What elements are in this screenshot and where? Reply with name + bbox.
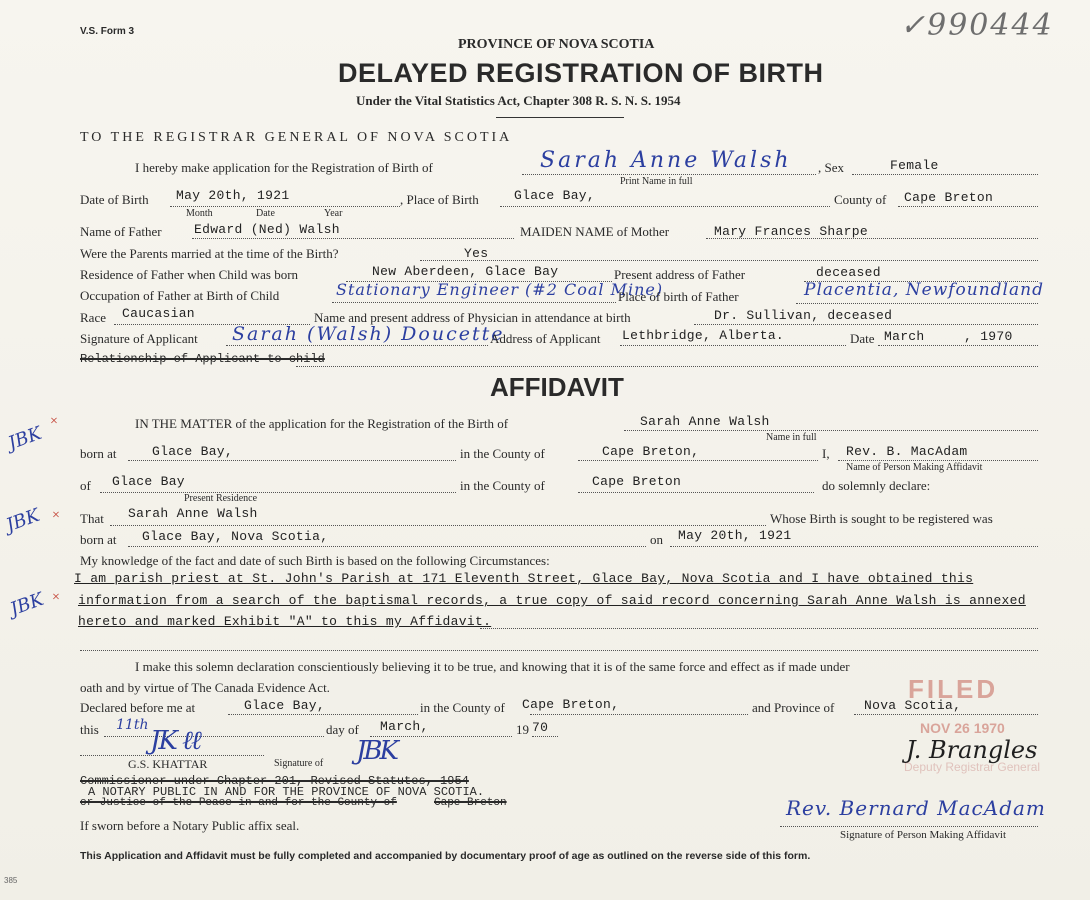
- declare-label: do solemnly declare:: [822, 478, 931, 493]
- sex-value: Female: [890, 158, 939, 173]
- occupation-label: Occupation of Father at Birth of Child: [80, 288, 280, 303]
- born-at-value: Glace Bay,: [152, 444, 234, 459]
- justice-struck-county: Cape Breton: [434, 797, 507, 809]
- mother-label: MAIDEN NAME of Mother: [520, 224, 670, 239]
- form-subtitle: Under the Vital Statistics Act, Chapter 308 R. S. N. S. 1954: [356, 93, 681, 108]
- residence-caption: Present Residence: [184, 493, 258, 504]
- affiant-caption: Name of Person Making Affidavit: [846, 462, 983, 473]
- born-at2-value: Glace Bay, Nova Scotia,: [142, 529, 329, 544]
- month-value: March,: [380, 719, 429, 734]
- matter-label: IN THE MATTER of the application for the Registration of the Birth of: [135, 416, 509, 431]
- county3-label: in the County of: [420, 700, 505, 715]
- corner-code: 385: [4, 876, 18, 885]
- date-value: March: [884, 329, 925, 344]
- margin-x-1: ×: [50, 414, 58, 429]
- declared-at-value: Glace Bay,: [244, 698, 326, 713]
- race-label: Race: [80, 310, 106, 325]
- present-address-label: Present address of Father: [614, 267, 746, 282]
- father-value: Edward (Ned) Walsh: [194, 222, 340, 237]
- affidavit-title: AFFIDAVIT: [490, 372, 624, 402]
- month-caption: Month: [186, 208, 213, 219]
- dob-value: May 20th, 1921: [176, 188, 290, 203]
- affiant-signature: Rev. Bernard MacAdam: [786, 796, 1046, 820]
- mother-value: Mary Frances Sharpe: [714, 224, 868, 239]
- to-registrar: TO THE REGISTRAR GENERAL OF NOVA SCOTIA: [80, 130, 513, 145]
- father-birthplace-label: Place of birth of Father: [618, 289, 739, 304]
- residence-label: Residence of Father when Child was born: [80, 267, 299, 282]
- footer-note: This Application and Affidavit must be fully completed and accompanied by documentary proof of age as outlined on the reverse side of this form.: [80, 850, 811, 862]
- stamp-office: Deputy Registrar General: [904, 760, 1041, 774]
- commissioner-struck: Commissioner under Chapter 201, Revised Statutes, 1954: [80, 774, 469, 788]
- father-label: Name of Father: [80, 224, 162, 239]
- on-date-value: May 20th, 1921: [678, 528, 792, 543]
- day-of-label: day of: [326, 722, 359, 737]
- race-value: Caucasian: [122, 306, 195, 321]
- that-label: That: [80, 511, 104, 526]
- sex-label: , Sex: [818, 160, 844, 175]
- pob-label: , Place of Birth: [400, 192, 479, 207]
- pob-value: Glace Bay,: [514, 188, 596, 203]
- father-birthplace-value: Placentia, Newfoundland: [804, 280, 1044, 300]
- signature-of-label: Signature of: [274, 758, 324, 769]
- county-value: Cape Breton: [904, 190, 994, 205]
- justice-struck: or Justice of the Peace in and for the County of: [80, 797, 397, 809]
- margin-initials-3: JBK: [7, 588, 47, 621]
- affiant-sig-caption: Signature of Person Making Affidavit: [840, 829, 1006, 841]
- circumstance-line-3: hereto and marked Exhibit "A" to this my Affidavit.: [78, 614, 492, 629]
- residence-value: New Aberdeen, Glace Bay: [372, 264, 559, 279]
- circumstance-line-2: information from a search of the baptismal records, a true copy of said record concerning Sarah Anne Walsh is annexed: [78, 593, 1026, 608]
- relationship-struck: Relationship of Applicant to child: [80, 352, 325, 366]
- matter-name-value: Sarah Anne Walsh: [640, 414, 770, 429]
- this-day-value: 11th: [116, 717, 149, 733]
- date-year: , 1970: [964, 329, 1013, 344]
- date-label: Date: [850, 331, 875, 346]
- intro-text: I hereby make application for the Registration of Birth of: [135, 160, 433, 175]
- in-county-label-1: in the County of: [460, 446, 545, 461]
- form-number: V.S. Form 3: [80, 26, 135, 37]
- married-value: Yes: [464, 246, 489, 261]
- serial-number: ✓990444: [900, 8, 1054, 43]
- province-value: Nova Scotia,: [864, 698, 962, 713]
- this-label: this: [80, 722, 99, 737]
- province-label: and Province of: [752, 700, 835, 715]
- i-label: I,: [822, 446, 830, 461]
- of-label: of: [80, 478, 91, 493]
- notary-scrawl: JK ℓℓ: [150, 726, 200, 756]
- stamp-date: NOV 26 1970: [920, 720, 1005, 736]
- signature-label: Signature of Applicant: [80, 331, 198, 346]
- in-county-label-2: in the County of: [460, 478, 545, 493]
- notary-signature: JBK: [356, 736, 396, 766]
- declared-label: Declared before me at: [80, 700, 196, 715]
- header-rule: [496, 117, 624, 118]
- registrar-signature: J. Brangles: [906, 736, 1038, 764]
- born-at2-label: born at: [80, 532, 117, 547]
- county-label: County of: [834, 192, 887, 207]
- circumstance-line-1: I am parish priest at St. John's Parish at 171 Eleventh Street, Glace Bay, Nova Scotia and I have obtained this: [74, 571, 974, 586]
- name-caption: Name in full: [766, 432, 817, 443]
- applicant-signature: Sarah (Walsh) Doucette: [232, 323, 505, 345]
- margin-initials-2: JBK: [3, 504, 43, 537]
- married-label: Were the Parents married at the time of the Birth?: [80, 246, 339, 261]
- county-value-1: Cape Breton,: [602, 444, 700, 459]
- whose-birth-label: Whose Birth is sought to be registered was: [770, 511, 993, 526]
- occupation-value: Stationary Engineer (#2 Coal Mine): [336, 280, 664, 299]
- solemn-line-1: I make this solemn declaration conscientiously believing it to be true, and knowing that it is of the same force and effect as if made under: [135, 659, 850, 674]
- date-caption: Date: [256, 208, 275, 219]
- county3-value: Cape Breton,: [522, 697, 620, 712]
- notary-line: A NOTARY PUBLIC IN AND FOR THE PROVINCE OF NOVA SCOTIA.: [88, 785, 485, 799]
- of-place-value: Glace Bay: [112, 474, 185, 489]
- dob-label: Date of Birth: [80, 192, 149, 207]
- present-address-value: deceased: [816, 265, 881, 280]
- print-name-caption: Print Name in full: [620, 176, 693, 187]
- sworn-note: If sworn before a Notary Public affix seal.: [80, 818, 300, 833]
- knowledge-label: My knowledge of the fact and date of such Birth is based on the following Circumstances:: [80, 553, 550, 568]
- margin-initials-1: JBK: [5, 422, 45, 455]
- applicant-address-label: Address of Applicant: [490, 331, 601, 346]
- that-name-value: Sarah Anne Walsh: [128, 506, 258, 521]
- year-value: 70: [532, 720, 549, 735]
- child-name-value: Sarah Anne Walsh: [540, 148, 792, 173]
- year-prefix: 19: [516, 722, 529, 737]
- margin-x-2: ×: [52, 508, 60, 523]
- province-heading: PROVINCE OF NOVA SCOTIA: [458, 37, 655, 52]
- notary-name: G.S. KHATTAR: [128, 757, 208, 771]
- year-caption: Year: [324, 208, 343, 219]
- physician-label: Name and present address of Physician in attendance at birth: [314, 310, 631, 325]
- physician-value: Dr. Sullivan, deceased: [714, 308, 893, 323]
- affiant-value: Rev. B. MacAdam: [846, 444, 968, 459]
- filed-stamp: FILED: [908, 674, 999, 704]
- form-title: DELAYED REGISTRATION OF BIRTH: [338, 58, 824, 88]
- born-at-label: born at: [80, 446, 117, 461]
- on-label: on: [650, 532, 663, 547]
- solemn-line-2: oath and by virtue of The Canada Evidence Act.: [80, 680, 330, 695]
- county-value-2: Cape Breton: [592, 474, 682, 489]
- margin-x-3: ×: [52, 590, 60, 605]
- applicant-address-value: Lethbridge, Alberta.: [622, 328, 785, 343]
